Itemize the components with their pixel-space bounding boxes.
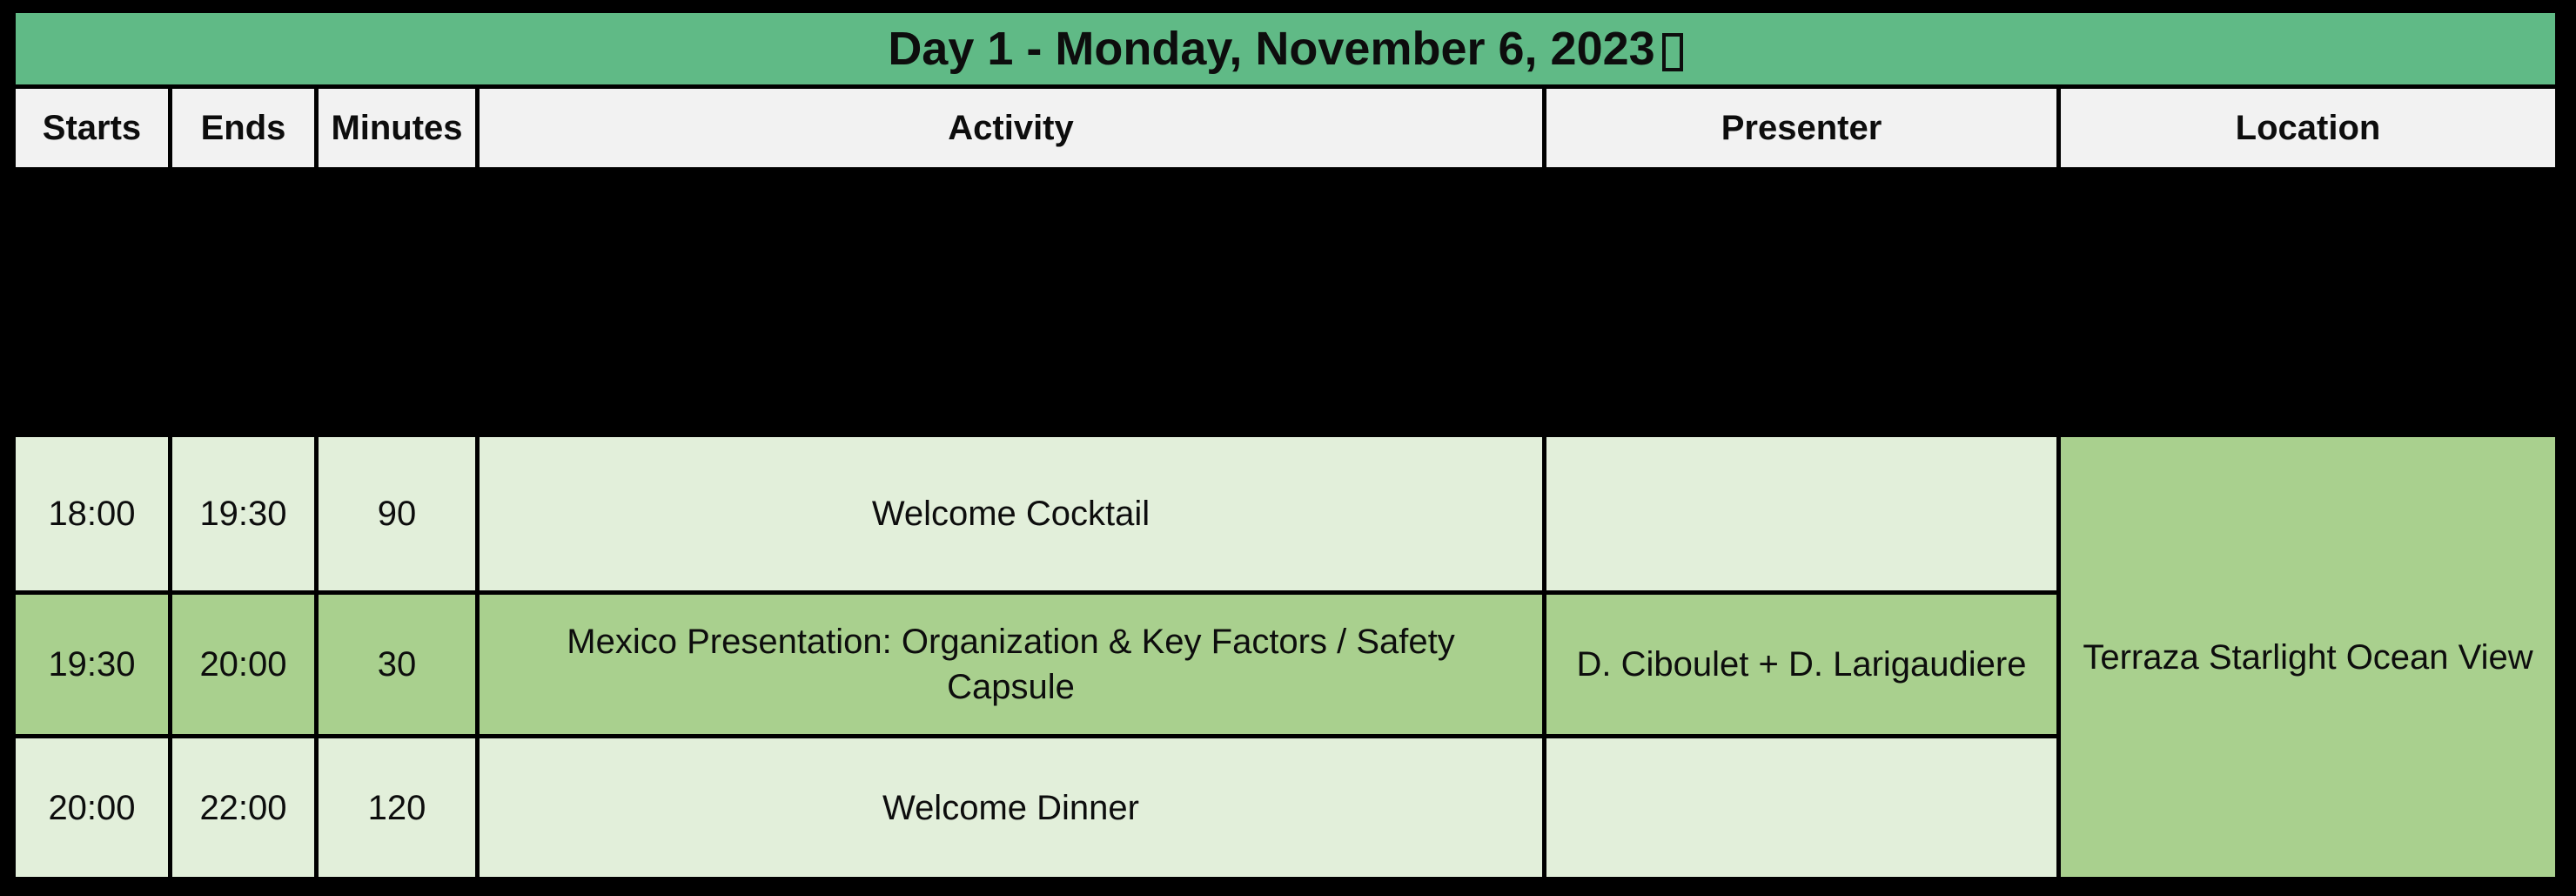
cell-minutes: 30 — [319, 595, 475, 734]
column-header-starts: Starts — [16, 89, 168, 167]
column-header-presenter: Presenter — [1546, 89, 2056, 167]
blacked-out-rows-region — [16, 172, 2555, 433]
cell-activity: Mexico Presentation: Organization & Key Factors / Safety Capsule — [480, 595, 1542, 734]
cell-minutes: 120 — [319, 738, 475, 877]
cell-starts: 20:00 — [16, 738, 168, 877]
cell-presenter: D. Ciboulet + D. Larigaudiere — [1546, 595, 2056, 734]
missing-glyph-icon — [1662, 33, 1683, 71]
column-header-minutes: Minutes — [319, 89, 475, 167]
schedule-table — [16, 13, 2555, 877]
day-title-text: Day 1 - Monday, November 6, 2023 — [888, 22, 1655, 75]
cell-ends: 20:00 — [172, 595, 314, 734]
day-title-bar — [16, 13, 2555, 84]
cell-presenter — [1546, 437, 2056, 590]
cell-minutes: 90 — [319, 437, 475, 590]
cell-presenter — [1546, 738, 2056, 877]
column-header-location: Location — [2061, 89, 2555, 167]
cell-location-merged: Terraza Starlight Ocean View — [2061, 437, 2555, 877]
cell-activity: Welcome Cocktail — [480, 437, 1542, 590]
cell-starts: 18:00 — [16, 437, 168, 590]
cell-starts: 19:30 — [16, 595, 168, 734]
cell-ends: 19:30 — [172, 437, 314, 590]
column-header-ends: Ends — [172, 89, 314, 167]
column-header-activity: Activity — [480, 89, 1542, 167]
cell-ends: 22:00 — [172, 738, 314, 877]
cell-activity: Welcome Dinner — [480, 738, 1542, 877]
